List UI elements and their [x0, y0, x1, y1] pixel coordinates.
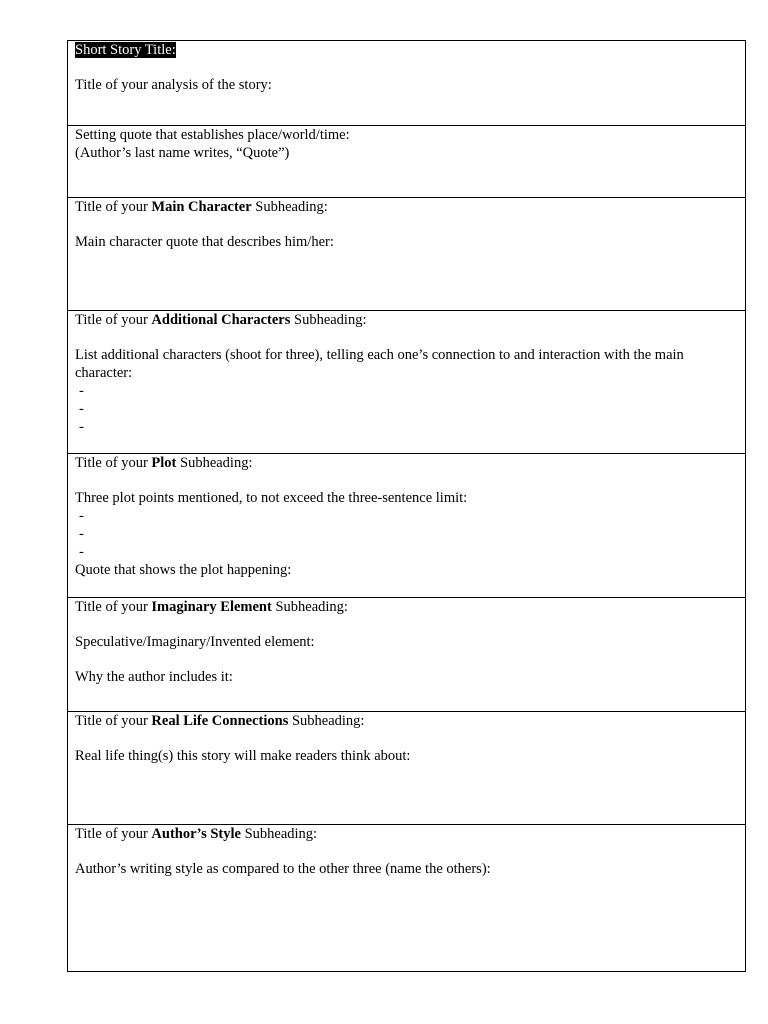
plot-prompt: Three plot points mentioned, to not exceed the three-sentence limit:	[75, 490, 468, 506]
list-item-dash: -	[79, 419, 84, 435]
analysis-title-label: Title of your analysis of the story:	[75, 77, 272, 93]
setting-format-hint: (Author’s last name writes, “Quote”)	[75, 145, 290, 161]
setting-cell	[68, 125, 745, 197]
main-character-cell	[68, 197, 745, 310]
additional-characters-cell	[68, 310, 745, 453]
imaginary-element-reason-prompt: Why the author includes it:	[75, 669, 233, 685]
imaginary-element-cell	[68, 597, 745, 711]
short-story-title-label: Short Story Title:	[75, 42, 176, 58]
setting-prompt: Setting quote that establishes place/world/time:	[75, 127, 350, 143]
plot-heading: Title of your Plot Subheading:	[75, 455, 253, 471]
worksheet-table	[67, 40, 746, 972]
list-item-dash: -	[79, 401, 84, 417]
list-item-dash: -	[79, 544, 84, 560]
plot-cell	[68, 453, 745, 597]
real-life-heading: Title of your Real Life Connections Subheading:	[75, 713, 365, 729]
main-character-prompt: Main character quote that describes him/her:	[75, 234, 334, 250]
additional-characters-heading: Title of your Additional Characters Subheading:	[75, 312, 367, 328]
title-cell	[68, 41, 745, 125]
imaginary-element-prompt: Speculative/Imaginary/Invented element:	[75, 634, 315, 650]
authors-style-heading: Title of your Author’s Style Subheading:	[75, 826, 318, 842]
list-item-dash: -	[79, 383, 84, 399]
imaginary-element-heading: Title of your Imaginary Element Subheading:	[75, 599, 348, 615]
list-item-dash: -	[79, 508, 84, 524]
main-character-heading: Title of your Main Character Subheading:	[75, 199, 328, 215]
real-life-cell	[68, 711, 745, 824]
authors-style-cell	[68, 824, 745, 971]
authors-style-prompt: Author’s writing style as compared to the other three (name the others):	[75, 861, 491, 877]
real-life-prompt: Real life thing(s) this story will make readers think about:	[75, 748, 411, 764]
plot-quote-prompt: Quote that shows the plot happening:	[75, 562, 292, 578]
list-item-dash: -	[79, 526, 84, 542]
additional-characters-prompt: List additional characters (shoot for three), telling each one’s connection to and interaction with the main character:	[75, 347, 684, 381]
